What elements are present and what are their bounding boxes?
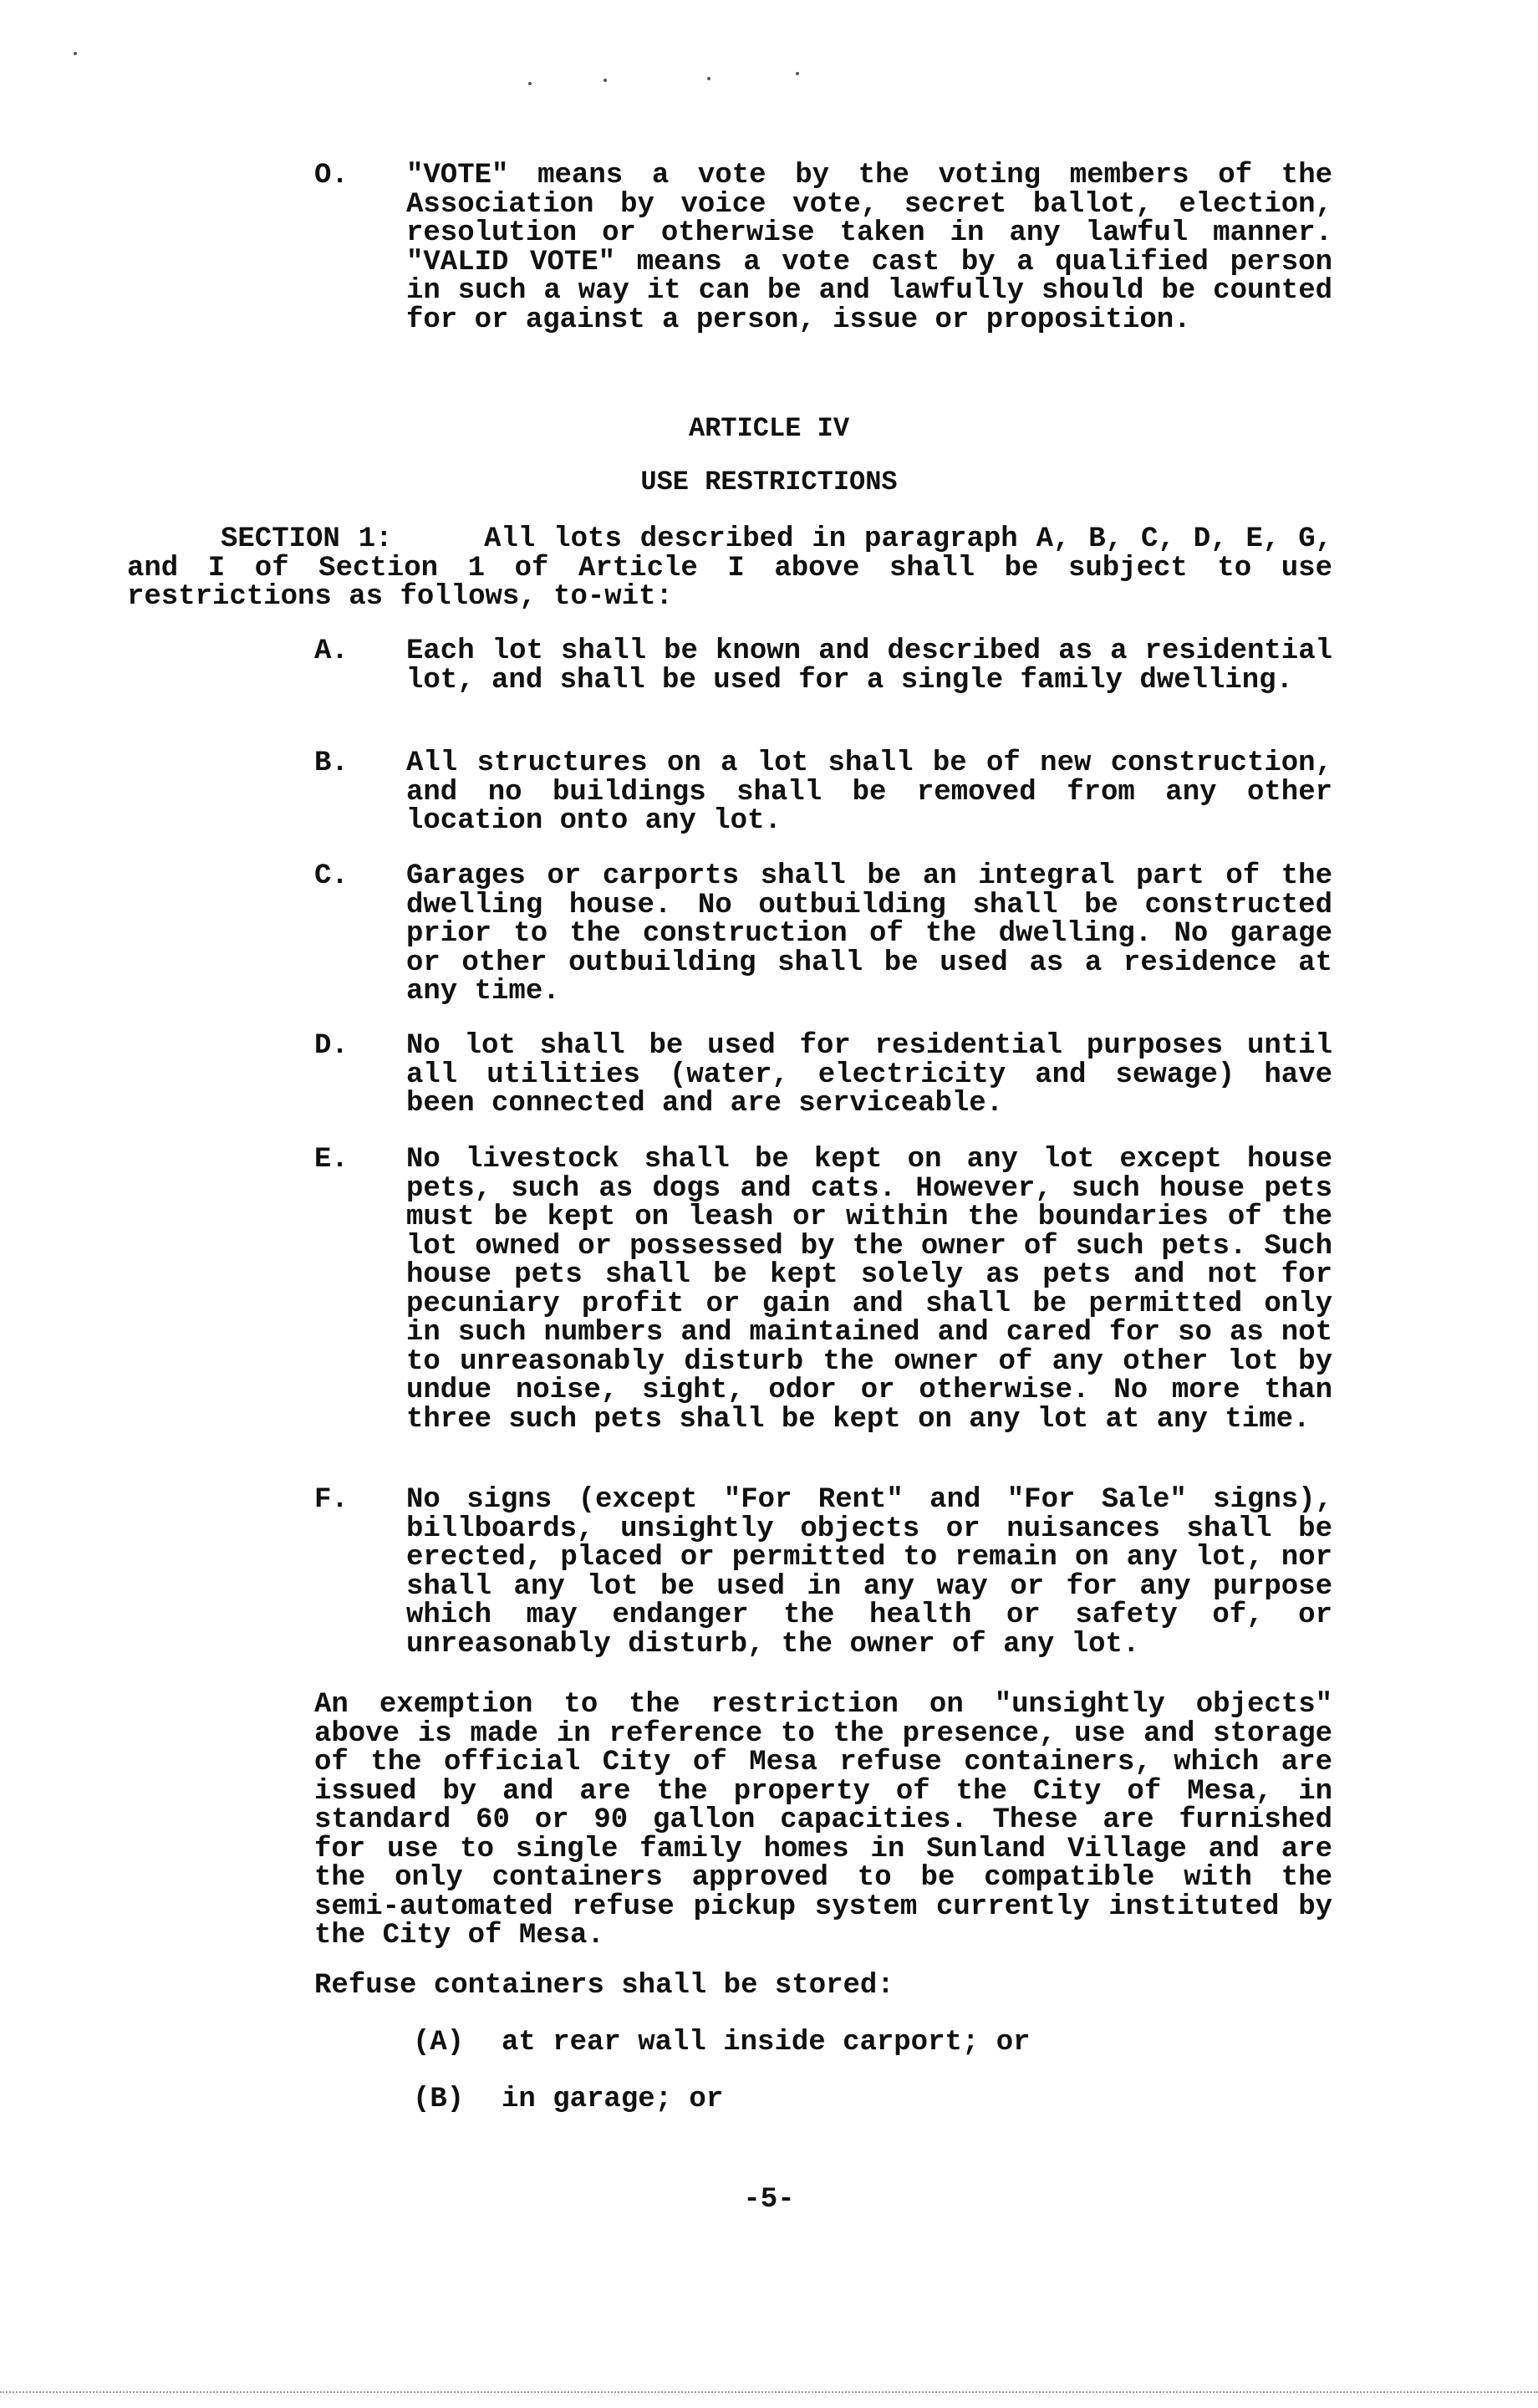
item-text: "VOTE" means a vote by the voting members of the Association by voice vote, secret ballot, election, resolution or otherwise taken in any lawful manner. "VALID VOTE" means a vote cast by a qualified person in such a way it can be and lawfully should be counted for or against a person, issue or proposition. bbox=[406, 160, 1332, 336]
scan-speck bbox=[707, 77, 710, 80]
page-number: -5- bbox=[743, 2184, 795, 2216]
restriction-text: No lot shall be used for residential purposes until all utilities (water, electricity and sewage) have been connected and are serviceable. bbox=[406, 1030, 1332, 1120]
item-label: O. bbox=[314, 160, 349, 191]
restriction-text: All structures on a lot shall be of new construction, and no buildings shall be removed from any other location onto any lot. bbox=[406, 747, 1332, 837]
scan-speck bbox=[74, 52, 77, 55]
scan-speck bbox=[796, 72, 799, 75]
refuse-option-label: (A) bbox=[413, 2027, 465, 2059]
article-subheading: USE RESTRICTIONS bbox=[640, 467, 898, 497]
scan-speck bbox=[528, 82, 532, 85]
restriction-label: C. bbox=[314, 860, 349, 892]
restriction-text: Each lot shall be known and described as a residential lot, and shall be used for a single family dwelling. bbox=[406, 635, 1332, 696]
refuse-option-text: in garage; or bbox=[502, 2084, 724, 2115]
exemption-text: An exemption to the restriction on "unsightly objects" above is made in reference to the presence, use and storage of the official City of Mesa refuse containers, which are issued by and are the property of the City of Mesa, in standard 60 or 90 gallon capacities. These are furnished for use to single family homes in Sunland Village and are the only containers approved to be compatible with the semi-automated refuse pickup system currently instituted by the City of Mesa. bbox=[314, 1689, 1332, 1951]
restriction-text: No signs (except "For Rent" and "For Sale" signs), billboards, unsightly objects or nuisances shall be erected, placed or permitted to remain on any lot, nor shall any lot be used in any way or for any purpose which may endanger the health or safety of, or unreasonably disturb, the owner of any lot. bbox=[406, 1484, 1332, 1661]
scan-edge-artifact bbox=[0, 2391, 1538, 2395]
restriction-label: B. bbox=[314, 747, 349, 779]
restriction-label: F. bbox=[314, 1484, 349, 1516]
restriction-label: E. bbox=[314, 1144, 349, 1176]
refuse-option-label: (B) bbox=[413, 2084, 465, 2115]
refuse-intro: Refuse containers shall be stored: bbox=[314, 1970, 894, 2002]
restriction-label: D. bbox=[314, 1030, 349, 1062]
article-heading: ARTICLE IV bbox=[688, 413, 850, 444]
refuse-option-text: at rear wall inside carport; or bbox=[502, 2027, 1031, 2059]
restriction-label: A. bbox=[314, 635, 349, 667]
restriction-text: Garages or carports shall be an integral part of the dwelling house. No outbuilding shall be constructed prior to the construction of the dwelling. No garage or other outbuilding shall be used as a residence at any time. bbox=[406, 860, 1332, 1008]
scan-speck bbox=[603, 79, 607, 82]
restriction-text: No livestock shall be kept on any lot except house pets, such as dogs and cats. However, such house pets must be kept on leash or within the boundaries of the lot owned or possessed by the owner of such pets. Such house pets shall be kept solely as pets and not for pecuniary profit or gain and shall be permitted only in such numbers and maintained and cared for so as not to unreasonably disturb the owner of any other lot by undue noise, sight, odor or otherwise. No more than three such pets shall be kept on any lot at any time. bbox=[406, 1144, 1332, 1436]
section-1-text: SECTION 1: All lots described in paragraph A, B, C, D, E, G, and I of Section 1 of Article I above shall be subject to use restrictions as follows, to-wit: bbox=[127, 523, 1350, 613]
